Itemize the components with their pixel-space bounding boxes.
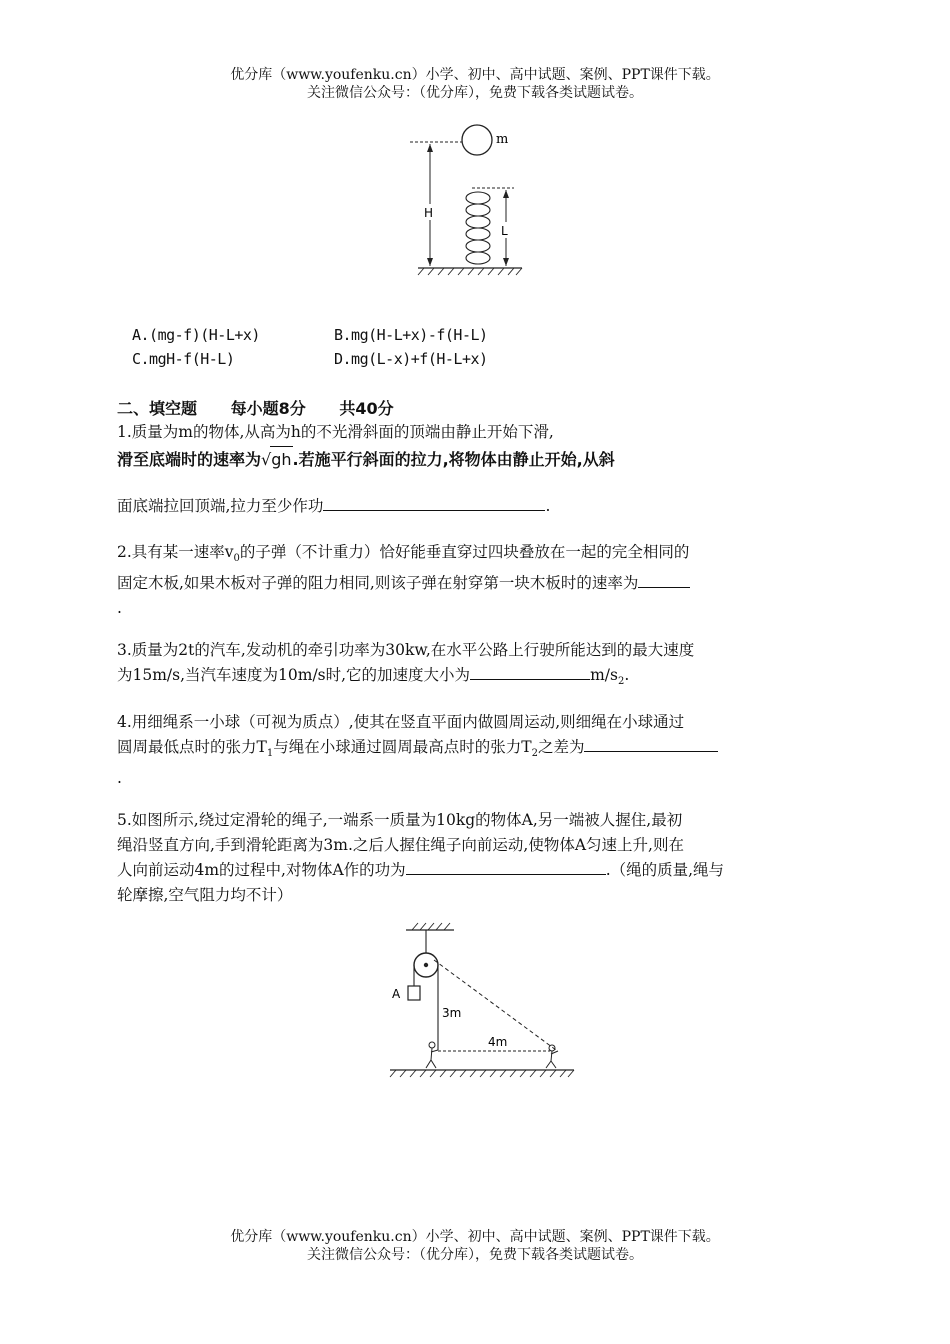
spring bbox=[466, 192, 490, 264]
page-header bbox=[0, 66, 950, 102]
q3-line-2 bbox=[117, 663, 837, 694]
q4-line-2-pre: 圆周最低点时的张力T bbox=[117, 738, 267, 756]
question-4 bbox=[117, 710, 837, 791]
answer-blank-q2[interactable] bbox=[638, 571, 690, 588]
answer-blank-q4[interactable] bbox=[584, 735, 718, 752]
pulley-figure bbox=[384, 920, 580, 1080]
option-c: C.mgH-f(H-L) bbox=[132, 350, 235, 368]
q2-v0-subscript: 0 bbox=[233, 553, 240, 565]
sqrt-symbol: √ bbox=[261, 450, 272, 469]
sqrt-content: gh bbox=[270, 446, 292, 472]
horizontal-distance-label: 4m bbox=[488, 1035, 508, 1049]
q3-unit: m/s bbox=[590, 666, 618, 684]
q5-line-3-post: .（绳的质量,绳与 bbox=[605, 861, 725, 879]
question-2 bbox=[117, 540, 837, 621]
q5-line-1: 5.如图所示,绕过定滑轮的绳子,一端系一质量为10kg的物体A,另一端被人握住,最初 bbox=[117, 811, 683, 829]
q1-line-2-post: .若施平行斜面的拉力,将物体由静止开始,从斜 bbox=[292, 450, 615, 469]
spring-ball-figure bbox=[410, 118, 530, 278]
answer-blank-q5[interactable] bbox=[406, 858, 606, 875]
q1-line-3-post: . bbox=[545, 497, 551, 515]
q2-line-1-pre: 2.具有某一速率v bbox=[117, 543, 234, 561]
vertical-distance-label: 3m bbox=[442, 1006, 462, 1020]
footer-line-2: 关注微信公众号：（优分库），免费下载各类试题试卷。 bbox=[307, 1247, 643, 1263]
q4-line-2-mid: 与绳在小球通过圆周最高点时的张力T bbox=[273, 738, 532, 756]
question-5 bbox=[117, 808, 837, 908]
q1-line-2 bbox=[117, 446, 837, 472]
q2-line-1-post: 的子弹（不计重力）恰好能垂直穿过四块叠放在一起的完全相同的 bbox=[239, 543, 690, 561]
q4-line-2 bbox=[117, 735, 837, 766]
length-label: L bbox=[501, 224, 508, 238]
header-line-2: 关注微信公众号：（优分库），免费下载各类试题试卷。 bbox=[307, 85, 643, 101]
q2-line-3: . bbox=[117, 599, 122, 618]
q4-line-2-post: 之差为 bbox=[537, 738, 585, 756]
q2-line-2 bbox=[117, 571, 837, 596]
q3-line-1: 3.质量为2t的汽车,发动机的牵引功率为30kw,在水平公路上行驶所能达到的最大速度 bbox=[117, 641, 695, 659]
q3-line-2-post: . bbox=[624, 666, 630, 684]
question-3 bbox=[117, 638, 837, 694]
q4-line-1: 4.用细绳系一小球（可视为质点）,使其在竖直平面内做圆周运动,则细绳在小球通过 bbox=[117, 713, 685, 731]
section-heading bbox=[117, 396, 422, 419]
q1-line-1: 1.质量为m的物体,从高为h的不光滑斜面的顶端由静止开始下滑, bbox=[117, 423, 554, 441]
q3-line-2-pre: 为15m/s,当汽车速度为10m/s时,它的加速度大小为 bbox=[117, 666, 471, 684]
section-per-question: 每小题8分 bbox=[230, 399, 306, 418]
q5-line-3 bbox=[117, 858, 837, 883]
q4-t2-subscript: 2 bbox=[531, 748, 538, 760]
block-a-label: A bbox=[392, 987, 401, 1001]
option-d: D.mg(L-x)+f(H-L+x) bbox=[334, 350, 488, 368]
option-b: B.mg(H-L+x)-f(H-L) bbox=[334, 326, 488, 344]
q4-line-3: . bbox=[117, 769, 122, 788]
option-a: A.(mg-f)(H-L+x) bbox=[132, 326, 260, 344]
q1-line-3-pre: 面底端拉回顶端,拉力至少作功 bbox=[117, 497, 324, 515]
header-line-1: 优分库（www.youfenku.cn）小学、初中、高中试题、案例、PPT课件下载。 bbox=[230, 67, 720, 83]
person-end bbox=[546, 1045, 558, 1068]
footer-line-1: 优分库（www.youfenku.cn）小学、初中、高中试题、案例、PPT课件下载。 bbox=[230, 1229, 720, 1245]
q3-unit-subscript: 2 bbox=[617, 676, 625, 688]
q4-t1-subscript: 1 bbox=[266, 748, 274, 760]
answer-blank-q3[interactable] bbox=[470, 663, 590, 680]
q1-line-2-pre: 滑至底端时的速率为 bbox=[117, 450, 262, 469]
section-total: 共40分 bbox=[339, 399, 394, 418]
q5-line-4: 轮摩擦,空气阻力均不计） bbox=[117, 886, 293, 904]
person-start bbox=[426, 1042, 438, 1068]
mass-label: m bbox=[496, 132, 509, 147]
q2-line-2-text: 固定木板,如果木板对子弹的阻力相同,则该子弹在射穿第一块木板时的速率为 bbox=[117, 574, 639, 593]
q2-line-1 bbox=[117, 540, 837, 571]
block-a bbox=[408, 986, 420, 1000]
answer-blank-q1[interactable] bbox=[323, 494, 545, 511]
q5-line-3-pre: 人向前运动4m的过程中,对物体A作的功为 bbox=[117, 861, 406, 879]
question-1 bbox=[117, 420, 837, 519]
height-label: H bbox=[424, 206, 434, 220]
page-footer bbox=[0, 1228, 950, 1264]
q1-line-3 bbox=[117, 494, 837, 519]
q5-line-2: 绳沿竖直方向,手到滑轮距离为3m.之后人握住绳子向前运动,使物体A匀速上升,则在 bbox=[117, 836, 684, 854]
section-title: 二、填空题 bbox=[117, 399, 198, 418]
